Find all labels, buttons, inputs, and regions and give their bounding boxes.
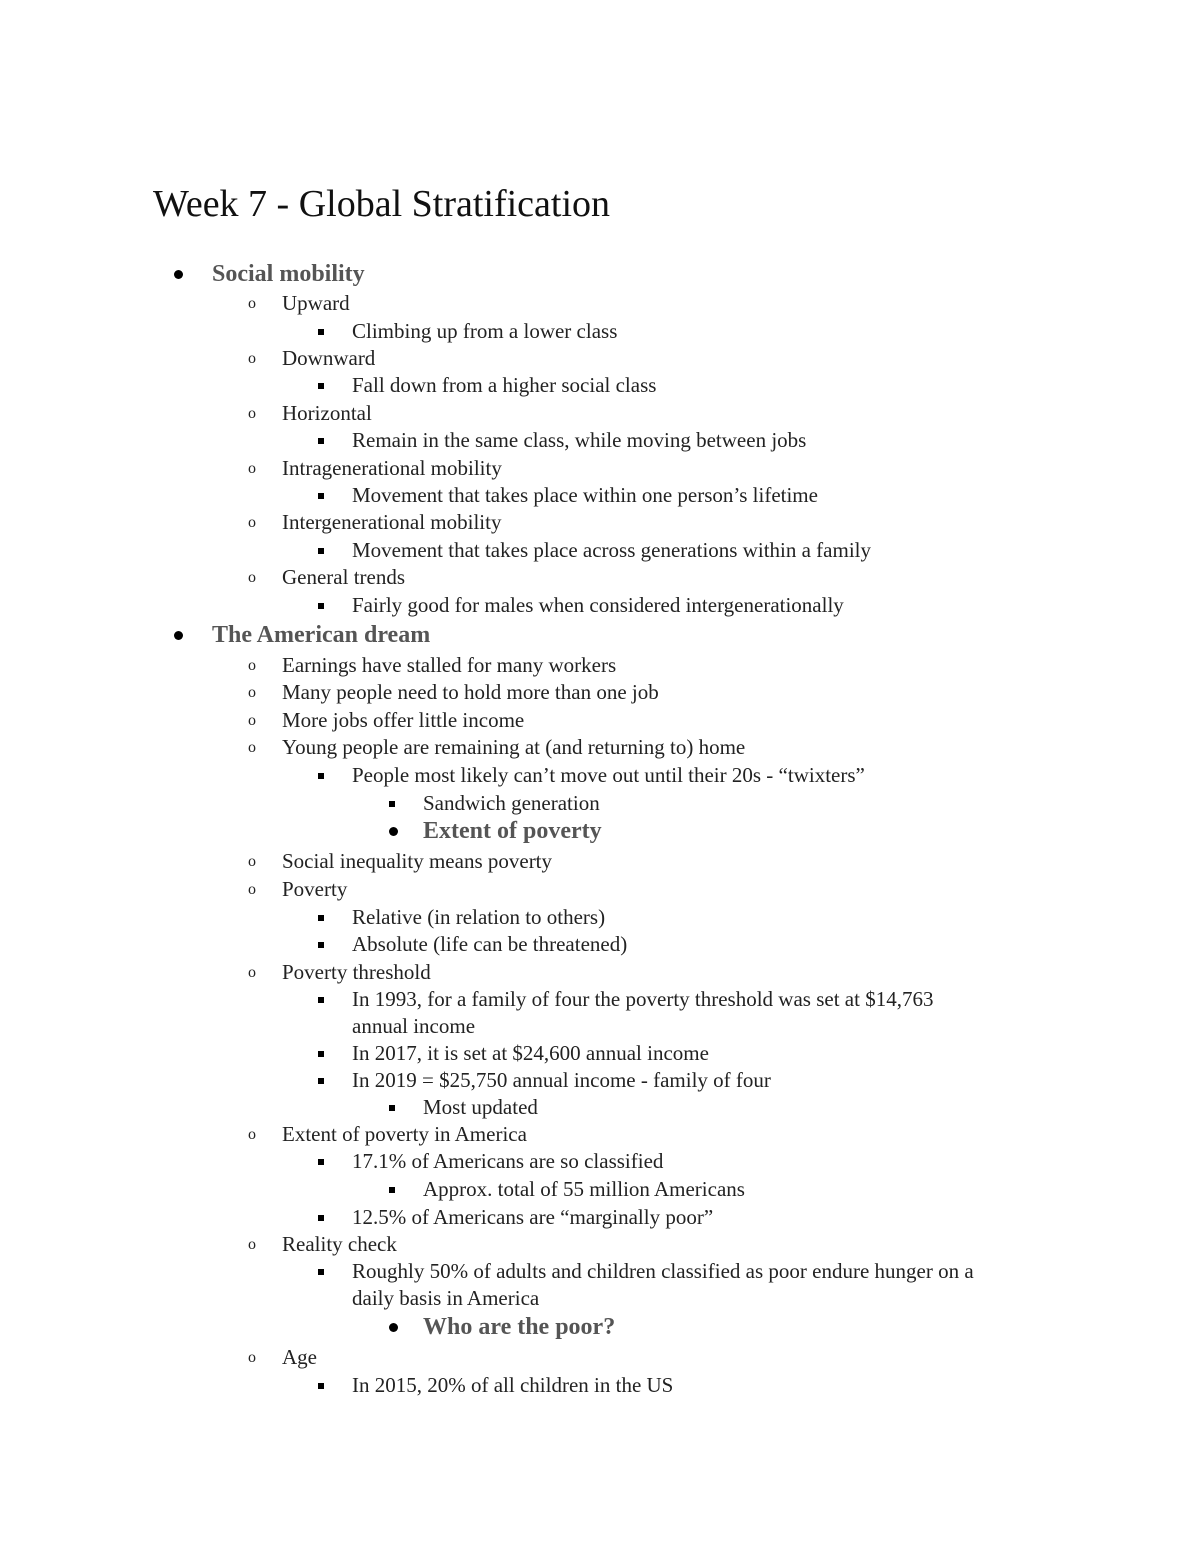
- list-item-text: annual income: [352, 1014, 476, 1038]
- bullet-mark: o: [248, 853, 256, 870]
- bullet-mark: o: [248, 712, 256, 729]
- document-title: Week 7 - Global Stratification: [153, 183, 611, 225]
- bullet-mark: [174, 631, 183, 640]
- list-item-text: Absolute (life can be threatened): [352, 932, 628, 956]
- bullet-mark: [318, 1159, 324, 1165]
- list-item-text: daily basis in America: [352, 1286, 540, 1310]
- bullet-mark: o: [248, 514, 256, 531]
- list-item-text: Fall down from a higher social class: [352, 373, 657, 397]
- list-item-text: Poverty threshold: [282, 960, 431, 984]
- bullet-mark: [318, 329, 324, 335]
- bullet-mark: o: [248, 684, 256, 701]
- bullet-mark: [318, 548, 324, 554]
- bullet-mark: o: [248, 460, 256, 477]
- bullet-mark: [174, 270, 183, 279]
- list-item-text: Downward: [282, 346, 376, 370]
- list-item-text: Many people need to hold more than one job: [282, 680, 659, 704]
- list-item-text: Upward: [282, 291, 350, 315]
- bullet-mark: [389, 1323, 398, 1332]
- bullet-mark: [389, 801, 395, 807]
- bullet-mark: o: [248, 569, 256, 586]
- bullet-mark: [318, 1051, 324, 1057]
- list-item-text: 17.1% of Americans are so classified: [352, 1149, 664, 1173]
- bullet-mark: o: [248, 350, 256, 367]
- bullet-mark: [318, 383, 324, 389]
- section-heading: The American dream: [212, 622, 431, 648]
- section-heading: Who are the poor?: [423, 1314, 616, 1340]
- bullet-mark: [318, 915, 324, 921]
- bullet-mark: o: [248, 295, 256, 312]
- list-item-text: Social inequality means poverty: [282, 849, 553, 873]
- bullet-mark: o: [248, 881, 256, 898]
- list-item-text: Horizontal: [282, 401, 372, 425]
- section-heading: Extent of poverty: [423, 818, 602, 844]
- list-item-text: General trends: [282, 565, 406, 589]
- bullet-mark: [318, 493, 324, 499]
- list-item-text: Reality check: [282, 1232, 397, 1256]
- bullet-mark: [318, 1078, 324, 1084]
- bullet-mark: [318, 1269, 324, 1275]
- bullet-mark: [318, 438, 324, 444]
- bullet-mark: [318, 603, 324, 609]
- list-item-text: Sandwich generation: [423, 791, 600, 815]
- filled-circle-bullet-icon: [174, 621, 186, 649]
- list-item-text: Age: [282, 1345, 317, 1369]
- list-item-text: Intergenerational mobility: [282, 510, 502, 534]
- list-item-text: In 1993, for a family of four the poverty threshold was set at $14,763: [352, 987, 934, 1011]
- list-item-text: Relative (in relation to others): [352, 905, 606, 929]
- section-heading: Social mobility: [212, 261, 365, 287]
- bullet-mark: [318, 773, 324, 779]
- list-item-text: Most updated: [423, 1095, 538, 1119]
- bullet-mark: o: [248, 1236, 256, 1253]
- bullet-mark: o: [248, 964, 256, 981]
- list-item-text: Extent of poverty in America: [282, 1122, 527, 1146]
- list-item-text: Climbing up from a lower class: [352, 319, 618, 343]
- bullet-mark: [318, 1383, 324, 1389]
- list-item-text: In 2017, it is set at $24,600 annual income: [352, 1041, 709, 1065]
- list-item-text: Fairly good for males when considered intergenerationally: [352, 593, 844, 617]
- bullet-mark: [389, 1105, 395, 1111]
- list-item-text: More jobs offer little income: [282, 708, 525, 732]
- bullet-mark: [318, 997, 324, 1003]
- bullet-mark: o: [248, 739, 256, 756]
- bullet-mark: o: [248, 405, 256, 422]
- list-item-text: Earnings have stalled for many workers: [282, 653, 617, 677]
- list-item-text: Roughly 50% of adults and children classified as poor endure hunger on a: [352, 1259, 974, 1283]
- list-item-text: Remain in the same class, while moving between jobs: [352, 428, 807, 452]
- bullet-mark: o: [248, 1126, 256, 1143]
- bullet-mark: o: [248, 657, 256, 674]
- list-item-text: Approx. total of 55 million Americans: [423, 1177, 745, 1201]
- bullet-mark: [389, 1187, 395, 1193]
- bullet-mark: o: [248, 1349, 256, 1366]
- list-item-text: Movement that takes place within one person’s lifetime: [352, 483, 818, 507]
- list-item-text: Poverty: [282, 877, 348, 901]
- bullet-mark: [318, 942, 324, 948]
- list-item-text: 12.5% of Americans are “marginally poor”: [352, 1205, 714, 1229]
- list-item-text: People most likely can’t move out until their 20s - “twixters”: [352, 763, 865, 787]
- filled-circle-bullet-icon: [174, 260, 186, 288]
- list-item-text: Movement that takes place across generations within a family: [352, 538, 872, 562]
- bullet-mark: [318, 1215, 324, 1221]
- list-item-text: In 2015, 20% of all children in the US: [352, 1373, 674, 1397]
- list-item-text: In 2019 = $25,750 annual income - family of four: [352, 1068, 771, 1092]
- list-item-text: Young people are remaining at (and returning to) home: [282, 735, 746, 759]
- list-item-text: Intragenerational mobility: [282, 456, 502, 480]
- bullet-mark: [389, 827, 398, 836]
